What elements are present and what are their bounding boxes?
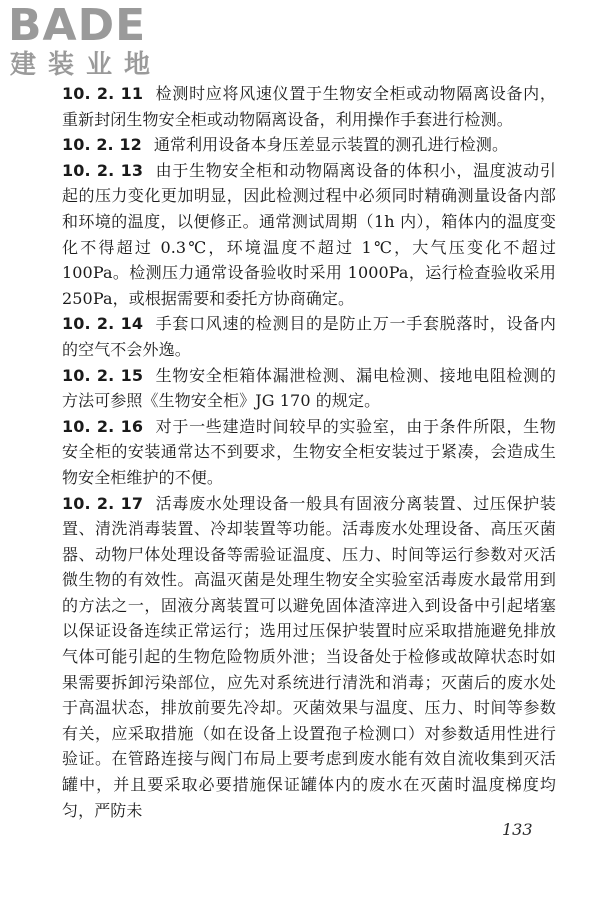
section-number: 10. 2. 16 bbox=[62, 416, 144, 436]
section-10-2-17 bbox=[62, 491, 556, 824]
page-number: 133 bbox=[502, 820, 533, 839]
section-text: 检测时应将风速仪置于生物安全柜或动物隔离设备内，重新封闭生物安全柜或动物隔离设备，利用操作手套进行检测。 bbox=[62, 84, 556, 129]
section-text: 活毒废水处理设备一般具有固液分离装置、过压保护装置、清洗消毒装置、冷却装置等功能。活毒废水处理设备、高压灭菌器、动物尸体处理设备等需验证温度、压力、时间等运行参数对灭活微生物的有效性。高温灭菌是处理生物安全实验室活毒废水最常用到的方法之一，固液分离装置可以避免固体渣滓进入到设备中引起堵塞以保证设备连续正常运行；选用过压保护装置时应采取措施避免排放气体可能引起的生物危险物质外泄；当设备处于检修或故障状态时如果需要拆卸污染部位，应先对系统进行清洗和消毒；灭菌后的废水处于高温状态，排放前要先冷却。灭菌效果与温度、压力、时间等参数有关，应采取措施（如在设备上设置孢子检测口）对参数适用性进行验证。在管路连接与阀门布局上要考虑到废水能有效自流收集到灭活罐中，并且要采取必要措施保证罐体内的废水在灭菌时温度梯度均匀，严防未 bbox=[62, 493, 556, 820]
section-text: 由于生物安全柜和动物隔离设备的体积小，温度波动引起的压力变化更加明显，因此检测过程中必须同时精确测量设备内部和环境的温度，以便修正。通常测试周期（1h 内），箱体内的温度变化不得超过 0.3℃，环境温度不超过 1℃，大气压变化不超过 100Pa。检测压力通常设备验收时采用 1000Pa，运行检查验收采用 250Pa，或根据需要和委托方协商确定。 bbox=[62, 160, 556, 308]
section-10-2-13 bbox=[62, 158, 556, 312]
section-10-2-16 bbox=[62, 414, 556, 491]
document-body bbox=[62, 81, 556, 823]
section-number: 10. 2. 15 bbox=[62, 365, 144, 385]
section-number: 10. 2. 11 bbox=[62, 84, 144, 103]
section-text: 对于一些建造时间较早的实验室，由于条件所限，生物安全柜的安装通常达不到要求，生物安全柜安装过于紧凑，会造成生物安全柜维护的不便。 bbox=[62, 416, 556, 487]
watermark-brand-text: BADE bbox=[8, 0, 147, 51]
section-10-2-11 bbox=[62, 81, 556, 132]
watermark-sub-text: 建装业地 bbox=[10, 50, 163, 80]
section-number: 10. 2. 17 bbox=[62, 493, 144, 513]
section-10-2-15 bbox=[62, 363, 556, 414]
section-text: 手套口风速的检测目的是防止万一手套脱落时，设备内的空气不会外逸。 bbox=[62, 314, 556, 359]
section-number: 10. 2. 14 bbox=[62, 314, 144, 334]
section-10-2-14 bbox=[62, 311, 556, 362]
section-number: 10. 2. 12 bbox=[62, 135, 142, 155]
section-text: 通常利用设备本身压差显示装置的测孔进行检测。 bbox=[153, 135, 509, 155]
section-number: 10. 2. 13 bbox=[62, 160, 144, 180]
bade-watermark-logo bbox=[8, 0, 208, 84]
section-10-2-12 bbox=[62, 132, 556, 158]
section-text: 生物安全柜箱体漏泄检测、漏电检测、接地电阻检测的方法可参照《生物安全柜》JG 170 的规定。 bbox=[62, 365, 556, 411]
